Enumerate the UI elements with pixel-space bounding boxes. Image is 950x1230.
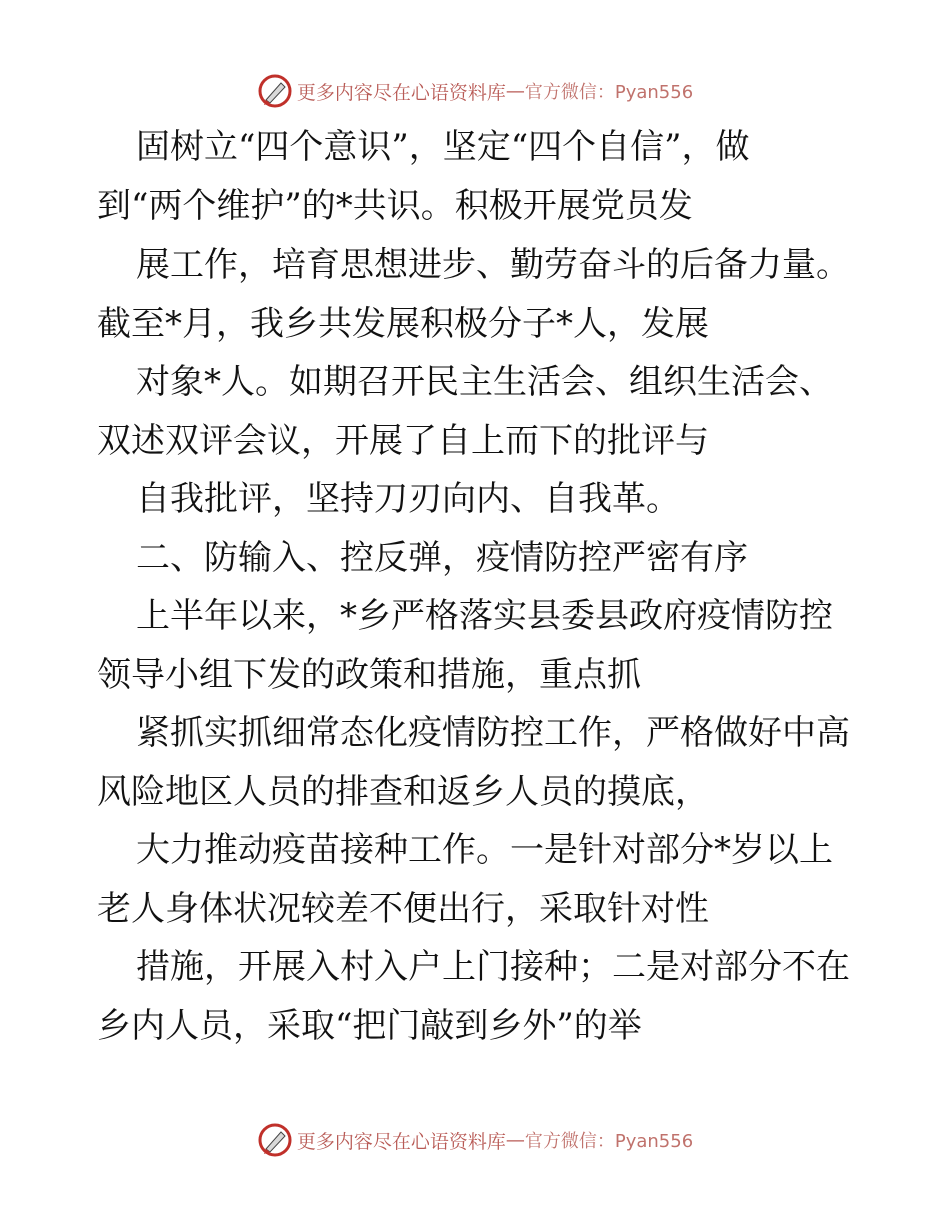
text-line: 措施，开展入村入户上门接种；二是对部分不在 xyxy=(136,947,850,987)
text-line: 老人身体状况较差不便出行，采取针对性 xyxy=(97,889,709,929)
pen-logo-icon xyxy=(257,1122,293,1158)
header-banner xyxy=(0,71,950,111)
footer-wechat-text: 官方微信：Pyan556 xyxy=(524,1131,694,1152)
text-line: 展工作，培育思想进步、勤劳奋斗的后备力量。 xyxy=(136,245,850,285)
text-line: 自我批评，坚持刀刃向内、自我革。 xyxy=(136,479,680,519)
text-line: 上半年以来，*乡严格落实县委县政府疫情防控 xyxy=(136,596,833,636)
header-dash: — xyxy=(505,80,525,102)
text-line: 领导小组下发的政策和措施，重点抓 xyxy=(97,655,641,695)
text-line: 对象*人。如期召开民主生活会、组织生活会、 xyxy=(136,362,833,402)
footer-dash: — xyxy=(505,1129,525,1151)
header-site-text: 更多内容尽在心语资料库 xyxy=(296,81,506,104)
footer-site-text: 更多内容尽在心语资料库 xyxy=(296,1130,506,1153)
text-line: 截至*月，我乡共发展积极分子*人，发展 xyxy=(97,304,709,344)
text-line: 固树立“四个意识”，坚定“四个自信”，做 xyxy=(136,127,750,167)
section-heading: 二、防输入、控反弹，疫情防控严密有序 xyxy=(136,538,748,578)
pen-logo-icon xyxy=(257,73,293,109)
text-line: 双述双评会议，开展了自上而下的批评与 xyxy=(97,421,709,461)
text-line: 乡内人员，采取“把门敲到乡外”的举 xyxy=(97,1006,642,1046)
text-line: 紧抓实抓细常态化疫情防控工作，严格做好中高 xyxy=(136,713,850,753)
header-wechat-text: 官方微信：Pyan556 xyxy=(524,82,694,103)
text-line: 到“两个维护”的*共识。积极开展党员发 xyxy=(97,186,693,226)
text-line: 大力推动疫苗接种工作。一是针对部分*岁以上 xyxy=(136,830,833,870)
footer-banner xyxy=(0,1120,950,1160)
text-line: 风险地区人员的排查和返乡人员的摸底， xyxy=(97,772,709,812)
